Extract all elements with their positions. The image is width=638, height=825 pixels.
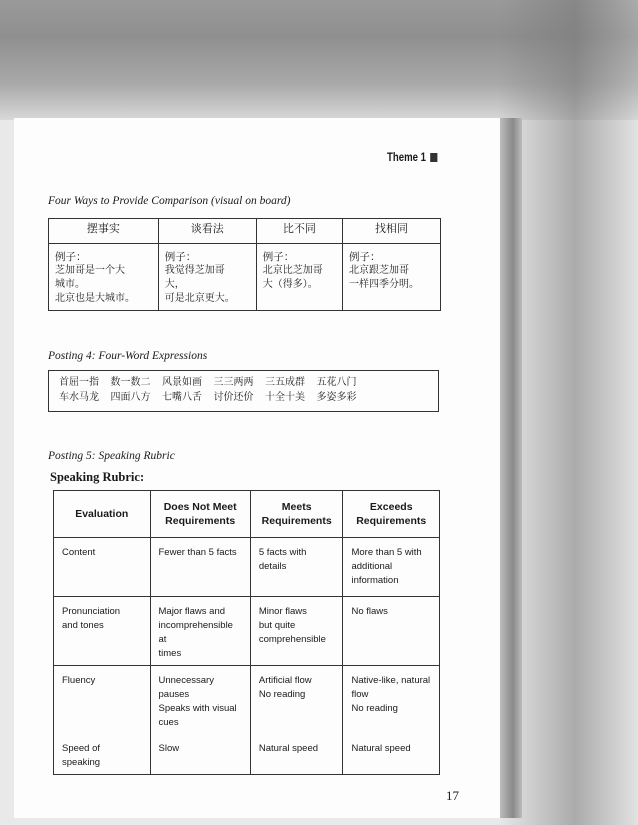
header-line: Meets <box>281 501 312 513</box>
rubric-header-meets <box>250 491 343 538</box>
comparison-header: 摆事实 <box>49 219 159 244</box>
example-line: 北京跟芝加哥 <box>348 265 409 276</box>
cell-line: No flaws <box>351 606 388 617</box>
rubric-criterion <box>54 538 151 597</box>
expression: 十全十美 <box>265 392 305 403</box>
rubric-not-meet <box>150 734 250 775</box>
example-label: 例子： <box>55 251 87 263</box>
cell-line: comprehensible <box>258 634 326 645</box>
cell-line: Native-like, natural <box>351 675 431 686</box>
cell-line: Artificial flow <box>258 675 312 686</box>
rubric-exceeds <box>343 597 440 666</box>
header-line: Does Not Meet <box>163 501 237 513</box>
expression: 首屈一指 <box>59 377 99 388</box>
expression: 五花八门 <box>316 377 357 388</box>
cell-line: More than 5 with <box>351 547 422 558</box>
expression: 三三两两 <box>213 377 254 388</box>
caption-comparison: Four Ways to Provide Comparison (visual on board) <box>48 195 291 207</box>
cell-line: information <box>351 575 399 586</box>
expression: 车水马龙 <box>59 392 99 403</box>
header-line: Evaluation <box>75 508 129 520</box>
rubric-exceeds <box>343 734 440 775</box>
cell-line: Slow <box>158 743 180 754</box>
cell-line: Fluency <box>62 675 96 686</box>
rubric-row-fluency <box>54 666 440 735</box>
cell-line: flow <box>351 689 369 700</box>
header-line: Exceeds <box>369 501 413 513</box>
cell-line: and tones <box>62 620 104 631</box>
expression: 三五成群 <box>265 377 305 388</box>
example-line: 城市。 <box>55 279 85 290</box>
cell-line: Speed of <box>62 743 101 754</box>
theme-label: Theme 1 <box>387 150 426 164</box>
caption-posting5: Posting 5: Speaking Rubric <box>48 450 175 462</box>
header-line: Requirements <box>165 515 236 527</box>
expressions-box <box>48 370 439 412</box>
cell-line: Major flaws and <box>158 606 226 617</box>
rubric-header-not-meet <box>150 491 250 538</box>
rubric-exceeds <box>343 538 440 597</box>
expression: 多姿多彩 <box>316 392 357 403</box>
rubric-row-pronunciation <box>54 597 440 666</box>
example-line: 北京比芝加哥 <box>262 265 323 276</box>
cell-line: details <box>258 561 287 572</box>
cell-line: additional <box>351 561 393 572</box>
rubric-row-content <box>54 538 440 597</box>
rubric-criterion <box>54 597 151 666</box>
rubric-header-exceeds <box>343 491 440 538</box>
comparison-body-row <box>49 244 441 311</box>
expression: 风景如画 <box>162 377 202 388</box>
cell-line: times <box>158 648 182 659</box>
comparison-cell <box>49 244 159 311</box>
rubric-not-meet <box>150 597 250 666</box>
rubric-criterion <box>54 666 151 735</box>
cell-line: Fewer than 5 facts <box>158 547 237 558</box>
example-line: 一样四季分明。 <box>348 279 419 290</box>
rubric-exceeds <box>343 666 440 735</box>
example-line: 大， <box>164 279 185 290</box>
cell-line: but quite <box>258 620 296 631</box>
example-line: 可是北京更大。 <box>164 293 235 304</box>
expression: 讨价还价 <box>213 392 254 403</box>
cell-line: No reading <box>351 703 398 714</box>
example-label: 例子： <box>262 251 295 263</box>
comparison-header: 谈看法 <box>158 219 256 244</box>
cell-line: speaking <box>62 757 101 768</box>
header-line: Requirements <box>261 515 332 527</box>
example-line: 大（得多）。 <box>262 279 318 290</box>
rubric-header-row <box>54 491 440 538</box>
cell-line: Content <box>62 547 96 558</box>
rubric-criterion <box>54 734 151 775</box>
comparison-header: 找相同 <box>342 219 440 244</box>
scan-shadow-right <box>498 0 638 825</box>
expression: 四面八方 <box>110 392 151 403</box>
example-line: 北京也是大城市。 <box>55 293 135 304</box>
rubric-meets <box>250 666 343 735</box>
comparison-header: 比不同 <box>256 219 342 244</box>
cell-line: 5 facts with <box>258 547 307 558</box>
comparison-table <box>48 218 441 311</box>
rubric-meets <box>250 734 343 775</box>
cell-line: Unnecessary pauses <box>158 675 214 700</box>
expression: 数一数二 <box>110 377 151 388</box>
rubric-row-speed <box>54 734 440 775</box>
cell-line: Pronunciation <box>62 606 121 617</box>
cell-line: Natural speed <box>351 743 411 754</box>
rubric-heading: Speaking Rubric: <box>50 470 145 484</box>
rubric-meets <box>250 597 343 666</box>
example-line: 芝加哥是一个大 <box>55 265 125 276</box>
expressions-row <box>59 375 438 390</box>
theme-square-icon <box>430 153 437 162</box>
rubric-not-meet <box>150 666 250 735</box>
cell-line: No reading <box>258 689 306 700</box>
comparison-cell <box>158 244 256 311</box>
header-line: Requirements <box>356 515 427 527</box>
rubric-not-meet <box>150 538 250 597</box>
example-label: 例子： <box>164 251 197 263</box>
example-label: 例子： <box>348 251 381 263</box>
cell-line: incomprehensible at <box>158 620 233 645</box>
comparison-header-row <box>49 219 441 244</box>
expression: 七嘴八舌 <box>162 392 202 403</box>
comparison-cell <box>256 244 342 311</box>
comparison-cell <box>342 244 440 311</box>
rubric-header-evaluation <box>54 491 151 538</box>
cell-line: Natural speed <box>258 743 319 754</box>
example-line: 我觉得芝加哥 <box>164 265 225 276</box>
cell-line: Minor flaws <box>258 606 307 617</box>
page-number: 17 <box>446 788 459 803</box>
rubric-table <box>53 490 440 775</box>
running-header <box>387 150 437 164</box>
cell-line: cues <box>158 717 179 728</box>
caption-posting4: Posting 4: Four-Word Expressions <box>48 350 208 362</box>
rubric-meets <box>250 538 343 597</box>
cell-line: Speaks with visual <box>158 703 237 714</box>
expressions-row <box>59 390 438 405</box>
